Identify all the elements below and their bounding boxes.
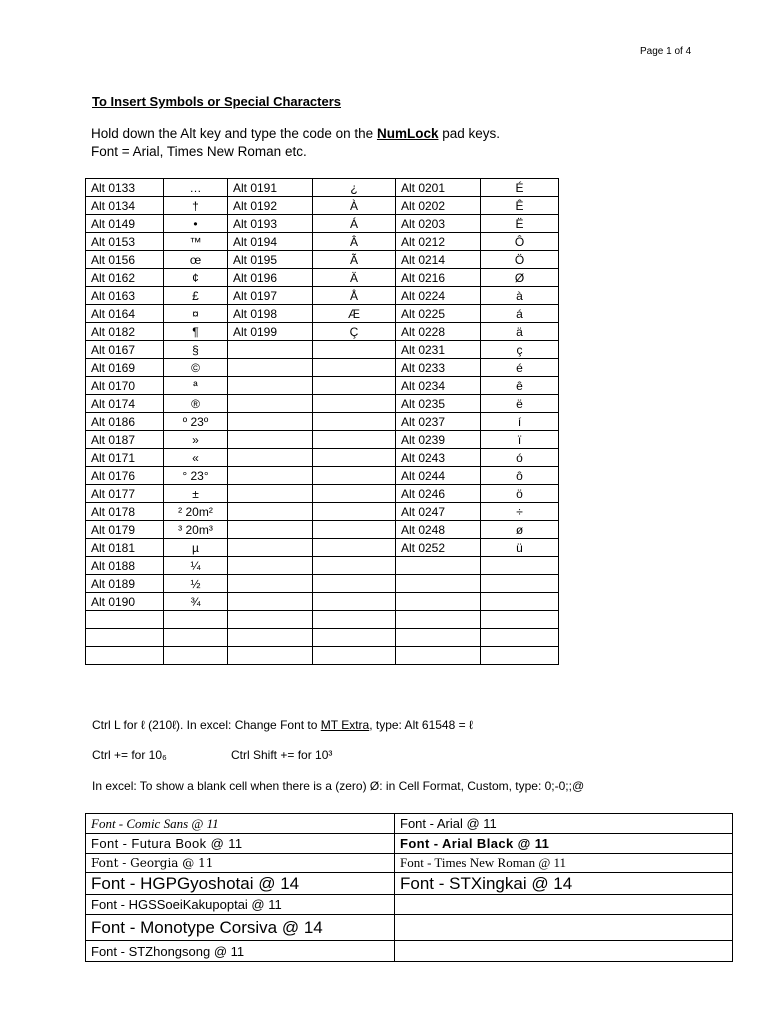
symbol-cell: ™ bbox=[164, 233, 228, 251]
symbol-cell bbox=[313, 629, 396, 647]
symbol-cell bbox=[164, 647, 228, 665]
alt-code-cell bbox=[228, 395, 313, 413]
table-row bbox=[86, 413, 559, 431]
alt-code-cell: Alt 0187 bbox=[86, 431, 164, 449]
table-row bbox=[86, 197, 559, 215]
symbol-cell bbox=[313, 611, 396, 629]
alt-code-cell bbox=[86, 647, 164, 665]
alt-code-cell: Alt 0197 bbox=[228, 287, 313, 305]
symbol-cell bbox=[313, 359, 396, 377]
numlock-key-label: NumLock bbox=[376, 126, 439, 141]
alt-code-cell: Alt 0178 bbox=[86, 503, 164, 521]
table-row bbox=[86, 647, 559, 665]
alt-code-cell: Alt 0224 bbox=[396, 287, 481, 305]
symbol-cell: Ö bbox=[481, 251, 559, 269]
symbol-cell bbox=[481, 629, 559, 647]
font-sample-hgpgyoshotai: Font - HGPGyoshotai @ 14 bbox=[86, 873, 395, 895]
symbol-cell: œ bbox=[164, 251, 228, 269]
table-row bbox=[86, 287, 559, 305]
table-row bbox=[86, 557, 559, 575]
font-sample-arial: Font - Arial @ 11 bbox=[395, 814, 733, 834]
alt-code-cell bbox=[228, 413, 313, 431]
alt-code-cell bbox=[228, 449, 313, 467]
page-number: Page 1 of 4 bbox=[640, 46, 692, 57]
symbol-cell bbox=[313, 449, 396, 467]
table-row bbox=[86, 179, 559, 197]
font-sample-stzhongsong: Font - STZhongsong @ 11 bbox=[86, 941, 395, 962]
symbol-cell: ä bbox=[481, 323, 559, 341]
intro-text bbox=[91, 125, 500, 161]
symbol-cell: ö bbox=[481, 485, 559, 503]
symbol-cell: ë bbox=[481, 395, 559, 413]
alt-code-cell: Alt 0186 bbox=[86, 413, 164, 431]
alt-code-cell bbox=[396, 647, 481, 665]
alt-code-cell: Alt 0149 bbox=[86, 215, 164, 233]
alt-code-cell bbox=[228, 593, 313, 611]
symbol-cell: ª bbox=[164, 377, 228, 395]
symbol-cell bbox=[481, 557, 559, 575]
ctrl-shift-plus-note: Ctrl Shift += for 10³ bbox=[231, 748, 333, 762]
symbol-cell: ² 20m² bbox=[164, 503, 228, 521]
table-row bbox=[86, 485, 559, 503]
alt-code-cell: Alt 0177 bbox=[86, 485, 164, 503]
table-row bbox=[86, 539, 559, 557]
intro-line-1 bbox=[91, 125, 500, 143]
symbol-cell: ü bbox=[481, 539, 559, 557]
alt-code-cell: Alt 0188 bbox=[86, 557, 164, 575]
symbol-cell bbox=[313, 647, 396, 665]
symbol-cell bbox=[313, 485, 396, 503]
symbol-cell: ó bbox=[481, 449, 559, 467]
alt-code-cell bbox=[228, 539, 313, 557]
blank-cell-note: In excel: To show a blank cell when there is a (zero) Ø: in Cell Format, Custom, type: 0;-0;;@ bbox=[92, 779, 585, 793]
symbol-cell bbox=[313, 395, 396, 413]
alt-code-cell: Alt 0244 bbox=[396, 467, 481, 485]
alt-code-cell bbox=[86, 611, 164, 629]
alt-code-cell: Alt 0133 bbox=[86, 179, 164, 197]
alt-code-cell bbox=[228, 485, 313, 503]
alt-code-cell: Alt 0170 bbox=[86, 377, 164, 395]
symbol-cell: á bbox=[481, 305, 559, 323]
symbol-cell: ¿ bbox=[313, 179, 396, 197]
alt-code-cell: Alt 0228 bbox=[396, 323, 481, 341]
alt-code-cell bbox=[228, 467, 313, 485]
symbol-cell: Å bbox=[313, 287, 396, 305]
alt-code-cell: Alt 0214 bbox=[396, 251, 481, 269]
symbol-cell bbox=[313, 593, 396, 611]
symbol-cell: Ë bbox=[481, 215, 559, 233]
symbol-cell bbox=[313, 521, 396, 539]
alt-code-cell bbox=[228, 341, 313, 359]
alt-code-cell: Alt 0176 bbox=[86, 467, 164, 485]
ctrl-l-note-start: Ctrl L for ℓ (210ℓ). In excel: Change Font to bbox=[92, 718, 321, 732]
symbol-cell: É bbox=[481, 179, 559, 197]
font-samples-table bbox=[85, 813, 733, 962]
alt-code-cell bbox=[228, 611, 313, 629]
symbol-cell: Æ bbox=[313, 305, 396, 323]
table-row bbox=[86, 215, 559, 233]
alt-code-cell: Alt 0203 bbox=[396, 215, 481, 233]
table-row bbox=[86, 521, 559, 539]
alt-code-cell bbox=[228, 503, 313, 521]
alt-code-cell: Alt 0235 bbox=[396, 395, 481, 413]
alt-code-cell: Alt 0193 bbox=[228, 215, 313, 233]
symbol-cell: » bbox=[164, 431, 228, 449]
symbol-cell bbox=[313, 413, 396, 431]
intro-line-1-end: pad keys. bbox=[438, 126, 501, 141]
alt-code-cell bbox=[228, 359, 313, 377]
symbol-cell bbox=[313, 467, 396, 485]
font-sample-comic-sans: Font - Comic Sans @ 11 bbox=[86, 814, 395, 834]
symbol-cell: Ø bbox=[481, 269, 559, 287]
alt-code-cell: Alt 0167 bbox=[86, 341, 164, 359]
alt-code-cell bbox=[228, 431, 313, 449]
table-row bbox=[86, 449, 559, 467]
ctrl-l-note-end: , type: Alt 61548 = ℓ bbox=[369, 718, 473, 732]
mt-extra-font-label: MT Extra bbox=[320, 718, 370, 732]
symbol-cell: º 23º bbox=[164, 413, 228, 431]
alt-code-cell: Alt 0237 bbox=[396, 413, 481, 431]
symbol-cell: £ bbox=[164, 287, 228, 305]
alt-code-cell: Alt 0179 bbox=[86, 521, 164, 539]
symbol-cell bbox=[481, 647, 559, 665]
symbol-cell bbox=[313, 431, 396, 449]
table-row bbox=[86, 323, 559, 341]
font-sample-georgia: Font - Georgia @ 11 bbox=[86, 854, 395, 873]
alt-code-cell: Alt 0163 bbox=[86, 287, 164, 305]
symbol-cell: à bbox=[481, 287, 559, 305]
symbol-cell: ³ 20m³ bbox=[164, 521, 228, 539]
alt-code-cell bbox=[228, 629, 313, 647]
symbol-cell bbox=[164, 611, 228, 629]
alt-code-cell: Alt 0216 bbox=[396, 269, 481, 287]
table-row bbox=[86, 395, 559, 413]
symbol-cell bbox=[481, 593, 559, 611]
symbol-cell bbox=[164, 629, 228, 647]
font-sample-arial-black: Font - Arial Black @ 11 bbox=[395, 834, 733, 854]
alt-code-cell bbox=[396, 557, 481, 575]
table-row bbox=[86, 431, 559, 449]
alt-code-cell: Alt 0201 bbox=[396, 179, 481, 197]
symbol-cell: µ bbox=[164, 539, 228, 557]
symbol-cell bbox=[313, 341, 396, 359]
alt-code-cell: Alt 0134 bbox=[86, 197, 164, 215]
alt-code-cell: Alt 0212 bbox=[396, 233, 481, 251]
alt-code-cell: Alt 0169 bbox=[86, 359, 164, 377]
symbol-cell: ¢ bbox=[164, 269, 228, 287]
font-sample-times-new-roman: Font - Times New Roman @ 11 bbox=[395, 854, 733, 873]
alt-code-cell: Alt 0191 bbox=[228, 179, 313, 197]
alt-code-cell: Alt 0196 bbox=[228, 269, 313, 287]
table-row bbox=[86, 341, 559, 359]
alt-code-cell bbox=[86, 629, 164, 647]
symbol-cell bbox=[313, 557, 396, 575]
font-sample-hgssoeikakupoptai: Font - HGSSoeiKakupoptai @ 11 bbox=[86, 895, 395, 915]
symbol-cell: Â bbox=[313, 233, 396, 251]
alt-code-cell bbox=[228, 557, 313, 575]
alt-code-cell: Alt 0162 bbox=[86, 269, 164, 287]
alt-code-cell: Alt 0181 bbox=[86, 539, 164, 557]
table-row bbox=[86, 467, 559, 485]
symbol-cell: ½ bbox=[164, 575, 228, 593]
ctrl-plus-note: Ctrl += for 10₆ bbox=[92, 748, 167, 762]
alt-code-cell: Alt 0199 bbox=[228, 323, 313, 341]
symbol-cell bbox=[481, 611, 559, 629]
alt-code-cell: Alt 0233 bbox=[396, 359, 481, 377]
alt-code-cell: Alt 0190 bbox=[86, 593, 164, 611]
alt-code-cell: Alt 0171 bbox=[86, 449, 164, 467]
symbol-cell: © bbox=[164, 359, 228, 377]
table-row bbox=[86, 629, 559, 647]
symbol-cell: † bbox=[164, 197, 228, 215]
alt-code-cell: Alt 0156 bbox=[86, 251, 164, 269]
symbol-cell: ÷ bbox=[481, 503, 559, 521]
alt-code-cell: Alt 0231 bbox=[396, 341, 481, 359]
ctrl-l-note bbox=[92, 718, 473, 732]
alt-code-cell bbox=[396, 575, 481, 593]
intro-line-2: Font = Arial, Times New Roman etc. bbox=[91, 144, 307, 159]
symbol-cell: Ç bbox=[313, 323, 396, 341]
symbol-cell: ç bbox=[481, 341, 559, 359]
symbol-cell: ° 23° bbox=[164, 467, 228, 485]
table-row bbox=[86, 377, 559, 395]
symbol-cell: ô bbox=[481, 467, 559, 485]
symbol-cell: ê bbox=[481, 377, 559, 395]
symbol-cell: • bbox=[164, 215, 228, 233]
symbol-cell bbox=[313, 575, 396, 593]
alt-code-cell: Alt 0192 bbox=[228, 197, 313, 215]
symbol-cell: ¶ bbox=[164, 323, 228, 341]
alt-code-cell: Alt 0247 bbox=[396, 503, 481, 521]
font-sample-futura-book: Font - Futura Book @ 11 bbox=[86, 834, 395, 854]
table-row bbox=[86, 611, 559, 629]
alt-code-cell bbox=[228, 647, 313, 665]
alt-code-cell: Alt 0189 bbox=[86, 575, 164, 593]
alt-code-cell bbox=[396, 629, 481, 647]
alt-code-cell: Alt 0164 bbox=[86, 305, 164, 323]
document-title: To Insert Symbols or Special Characters bbox=[92, 94, 342, 109]
symbol-cell: … bbox=[164, 179, 228, 197]
alt-code-cell: Alt 0239 bbox=[396, 431, 481, 449]
font-sample-empty-cell bbox=[395, 895, 733, 915]
alt-code-cell bbox=[228, 575, 313, 593]
font-sample-stxingkai: Font - STXingkai @ 14 bbox=[395, 873, 733, 895]
table-row bbox=[86, 305, 559, 323]
alt-code-cell: Alt 0246 bbox=[396, 485, 481, 503]
symbol-cell: ® bbox=[164, 395, 228, 413]
alt-code-cell: Alt 0252 bbox=[396, 539, 481, 557]
table-row bbox=[86, 251, 559, 269]
symbol-cell bbox=[313, 377, 396, 395]
table-row bbox=[86, 233, 559, 251]
symbol-cell: « bbox=[164, 449, 228, 467]
symbol-cell: ¼ bbox=[164, 557, 228, 575]
symbol-code-table bbox=[85, 178, 559, 665]
alt-code-cell: Alt 0198 bbox=[228, 305, 313, 323]
alt-code-cell bbox=[228, 377, 313, 395]
symbol-cell: Á bbox=[313, 215, 396, 233]
alt-code-cell bbox=[396, 611, 481, 629]
symbol-cell: é bbox=[481, 359, 559, 377]
table-row bbox=[86, 503, 559, 521]
symbol-cell: ¤ bbox=[164, 305, 228, 323]
alt-code-cell: Alt 0202 bbox=[396, 197, 481, 215]
intro-line-1-start: Hold down the Alt key and type the code on the bbox=[91, 126, 377, 141]
font-sample-empty-cell bbox=[395, 915, 733, 941]
alt-code-cell: Alt 0243 bbox=[396, 449, 481, 467]
symbol-cell: Ä bbox=[313, 269, 396, 287]
alt-code-cell bbox=[396, 593, 481, 611]
alt-code-cell: Alt 0225 bbox=[396, 305, 481, 323]
alt-code-cell: Alt 0248 bbox=[396, 521, 481, 539]
symbol-cell bbox=[481, 575, 559, 593]
symbol-cell: ± bbox=[164, 485, 228, 503]
alt-code-cell: Alt 0194 bbox=[228, 233, 313, 251]
table-row bbox=[86, 269, 559, 287]
symbol-cell: Ê bbox=[481, 197, 559, 215]
alt-code-cell: Alt 0182 bbox=[86, 323, 164, 341]
alt-code-cell: Alt 0153 bbox=[86, 233, 164, 251]
alt-code-cell: Alt 0174 bbox=[86, 395, 164, 413]
symbol-cell: ø bbox=[481, 521, 559, 539]
symbol-cell bbox=[313, 503, 396, 521]
symbol-cell: í bbox=[481, 413, 559, 431]
symbol-cell: § bbox=[164, 341, 228, 359]
symbol-cell: ¾ bbox=[164, 593, 228, 611]
table-row bbox=[86, 593, 559, 611]
symbol-cell: À bbox=[313, 197, 396, 215]
symbol-cell bbox=[313, 539, 396, 557]
alt-code-cell: Alt 0195 bbox=[228, 251, 313, 269]
symbol-cell: ï bbox=[481, 431, 559, 449]
font-sample-monotype-corsiva: Font - Monotype Corsiva @ 14 bbox=[86, 915, 395, 941]
table-row bbox=[86, 575, 559, 593]
alt-code-cell: Alt 0234 bbox=[396, 377, 481, 395]
symbol-cell: Ã bbox=[313, 251, 396, 269]
table-row bbox=[86, 359, 559, 377]
alt-code-cell bbox=[228, 521, 313, 539]
font-sample-empty-cell bbox=[395, 941, 733, 962]
symbol-cell: Ô bbox=[481, 233, 559, 251]
